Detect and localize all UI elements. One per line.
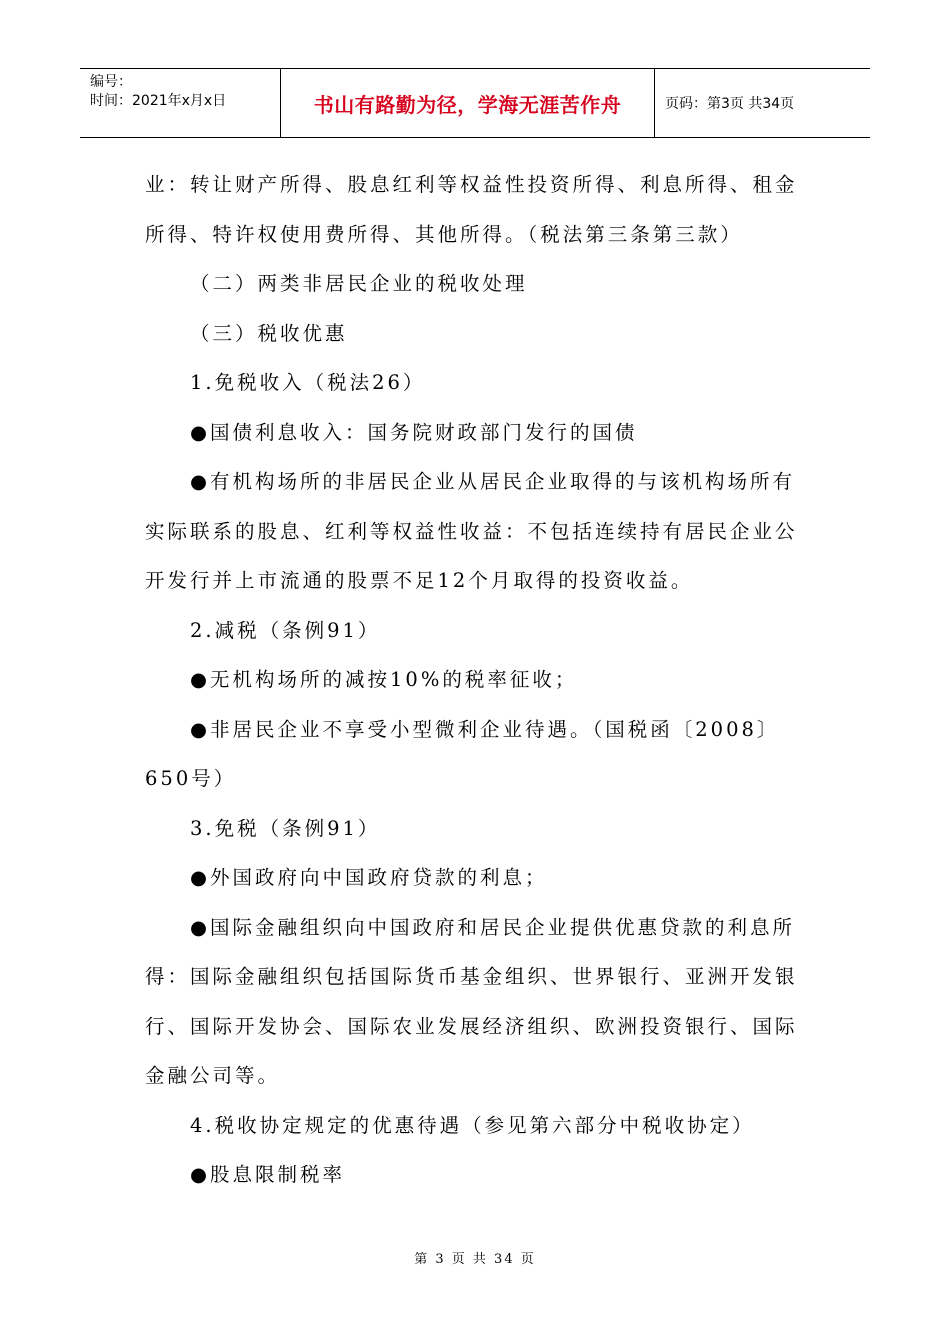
section-heading-3: （三）税收优惠 bbox=[190, 321, 348, 345]
bullet-item: ●外国政府向中国政府贷款的利息； bbox=[190, 866, 548, 889]
bullet-item: ●国债利息收入：国务院财政部门发行的国债 bbox=[190, 420, 638, 444]
footer-page-number: 第 3 页 共 34 页 bbox=[414, 1252, 536, 1267]
header-motto: 书山有路勤为径，学海无涯苦作舟 bbox=[313, 92, 622, 117]
page-footer bbox=[0, 1248, 950, 1267]
header-motto-cell bbox=[281, 69, 655, 137]
bullet-item: ●非居民企业不享受小型微利企业待遇。（国税函〔2008〕650号） bbox=[145, 717, 780, 790]
paragraph-continuation: 业：转让财产所得、股息红利等权益性投资所得、利息所得、租金所得、特许权使用费所得、其他所得。（税法第三条第三款） bbox=[145, 173, 798, 246]
subheading-tax-reduction: 2.减税（条例91） bbox=[190, 618, 381, 642]
subheading-tax-exemption: 3.免税（条例91） bbox=[190, 816, 381, 840]
document-number-label: 编号： bbox=[90, 74, 132, 90]
document-time-label: 时间：2021年x月x日 bbox=[90, 93, 227, 109]
bullet-item: ●国际金融组织向中国政府和居民企业提供优惠贷款的利息所得：国际金融组织包括国际货币基金组织、世界银行、亚洲开发银行、国际开发协会、国际农业发展经济组织、欧洲投资银行、国际金融公司等。 bbox=[145, 915, 798, 1087]
subheading-treaty-benefits: 4.税收协定规定的优惠待遇（参见第六部分中税收协定） bbox=[190, 1113, 755, 1137]
bullet-item: ●有机构场所的非居民企业从居民企业取得的与该机构场所有实际联系的股息、红利等权益性收益：不包括连续持有居民企业公开发行并上市流通的股票不足12个月取得的投资收益。 bbox=[145, 470, 798, 592]
section-heading-2: （二）两类非居民企业的税收处理 bbox=[190, 272, 528, 295]
header-page-cell bbox=[655, 69, 870, 137]
bullet-item: ●无机构场所的减按10%的税率征收； bbox=[190, 668, 578, 691]
bullet-item: ●股息限制税率 bbox=[190, 1163, 346, 1186]
header-page-code: 页码：第3页 共34页 bbox=[665, 96, 795, 112]
header-meta-cell bbox=[80, 69, 281, 137]
document-body bbox=[145, 160, 810, 1200]
subheading-exempt-income: 1.免税收入（税法26） bbox=[190, 371, 426, 394]
page-header bbox=[80, 68, 870, 138]
